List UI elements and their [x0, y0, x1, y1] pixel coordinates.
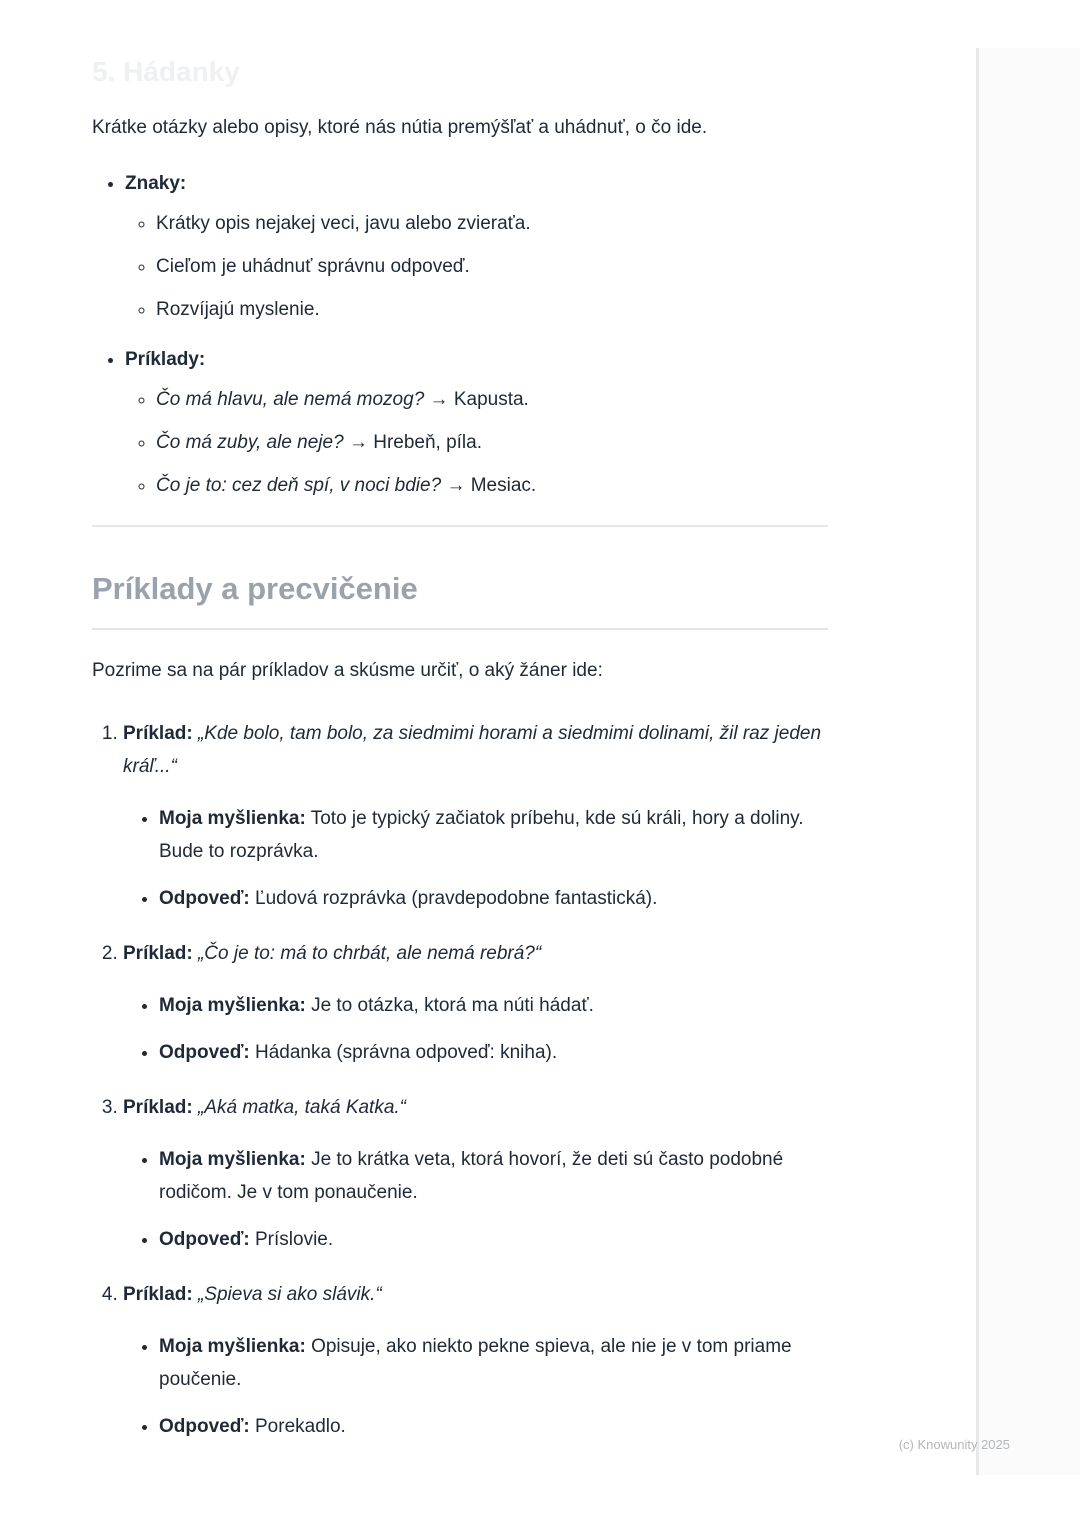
answer-label: Odpoveď: — [159, 1229, 250, 1250]
vertical-divider — [976, 48, 979, 1475]
example-quote: „Kde bolo, tam bolo, za siedmimi horami a siedmimi dolinami, žil raz jeden kráľ...“ — [123, 723, 822, 777]
page-margin-area — [979, 48, 1080, 1475]
thought-text: Toto je typický začiatok príbehu, kde sú králi, hory a doliny. Bude to rozprávka. — [159, 808, 804, 862]
copyright-watermark: (c) Knowunity 2025 — [898, 1437, 1010, 1452]
section-divider — [92, 525, 828, 527]
riddle-question: Čo má hlavu, ale nemá mozog? — [156, 389, 425, 410]
example-label: Príklad: — [123, 943, 193, 964]
thought-text: Opisuje, ako niekto pekne spieva, ale nie je v tom priame poučenie. — [159, 1336, 792, 1390]
example-label: Príklad: — [123, 1284, 193, 1305]
riddle-question: Čo má zuby, ale neje? — [156, 432, 344, 453]
thought-label: Moja myšlienka: — [159, 808, 306, 829]
riddle-item — [156, 385, 828, 415]
answer-item — [159, 1410, 828, 1443]
thought-item — [159, 1330, 828, 1396]
example-quote: „Aká matka, taká Katka.“ — [197, 1097, 407, 1118]
group-label: Príklady: — [125, 349, 206, 370]
riddle-question: Čo je to: cez deň spí, v noci bdie? — [156, 475, 442, 496]
answer-item — [159, 882, 828, 915]
examples-group — [125, 345, 828, 501]
practice-heading: Príklady a precvičenie — [92, 569, 828, 630]
characteristic-item: ◦ Rozvíjajú myslenie. — [156, 295, 828, 325]
answer-text: Porekadlo. — [255, 1416, 346, 1437]
example-quote: „Čo je to: má to chrbát, ale nemá rebrá?“ — [197, 943, 542, 964]
example-item — [123, 717, 828, 915]
section-intro: Krátke otázky alebo opisy, ktoré nás nútia premýšľať a uhádnuť, o čo ide. — [92, 117, 708, 138]
example-analysis-list — [123, 802, 828, 915]
answer-text: Príslovie. — [255, 1229, 334, 1250]
thought-label: Moja myšlienka: — [159, 1336, 306, 1357]
answer-item — [159, 1223, 828, 1256]
thought-text: Je to krátka veta, ktorá hovorí, že deti sú často podobné rodičom. Je v tom ponaučenie. — [159, 1149, 784, 1203]
characteristics-group — [125, 169, 828, 325]
riddle-answer: → Hrebeň, píla. — [348, 432, 483, 453]
characteristic-item: ◦ Cieľom je uhádnuť správnu odpoveď. — [156, 252, 828, 282]
thought-item — [159, 989, 828, 1022]
example-quote: „Spieva si ako slávik.“ — [197, 1284, 382, 1305]
thought-text: Je to otázka, ktorá ma núti hádať. — [311, 995, 594, 1016]
answer-text: Hádanka (správna odpoveď: kniha). — [255, 1042, 558, 1063]
group-label: Znaky: — [125, 173, 187, 194]
practice-intro: Pozrime sa na pár príkladov a skúsme určiť, o aký žáner ide: — [92, 660, 603, 681]
thought-item — [159, 802, 828, 868]
answer-label: Odpoveď: — [159, 1042, 250, 1063]
riddle-answer: → Mesiac. — [446, 475, 537, 496]
examples-list — [92, 717, 828, 1443]
answer-label: Odpoveď: — [159, 888, 250, 909]
example-item — [123, 1091, 828, 1256]
characteristics-list — [125, 209, 828, 325]
riddles-list — [125, 385, 828, 501]
answer-label: Odpoveď: — [159, 1416, 250, 1437]
thought-label: Moja myšlienka: — [159, 1149, 306, 1170]
example-analysis-list — [123, 1143, 828, 1256]
example-analysis-list — [123, 989, 828, 1069]
document-content — [92, 0, 828, 1443]
riddle-item — [156, 471, 828, 501]
riddle-answer: → Kapusta. — [429, 389, 529, 410]
thought-item — [159, 1143, 828, 1209]
section-bullet-list — [92, 169, 828, 501]
example-label: Príklad: — [123, 723, 193, 744]
example-analysis-list — [123, 1330, 828, 1443]
example-item — [123, 1278, 828, 1443]
section-heading: 5. Hádanky — [92, 56, 240, 87]
riddle-item — [156, 428, 828, 458]
answer-text: Ľudová rozprávka (pravdepodobne fantastická). — [255, 888, 658, 909]
example-item — [123, 937, 828, 1069]
characteristic-item: ◦ Krátky opis nejakej veci, javu alebo zvieraťa. — [156, 209, 828, 239]
example-label: Príklad: — [123, 1097, 193, 1118]
answer-item — [159, 1036, 828, 1069]
thought-label: Moja myšlienka: — [159, 995, 306, 1016]
